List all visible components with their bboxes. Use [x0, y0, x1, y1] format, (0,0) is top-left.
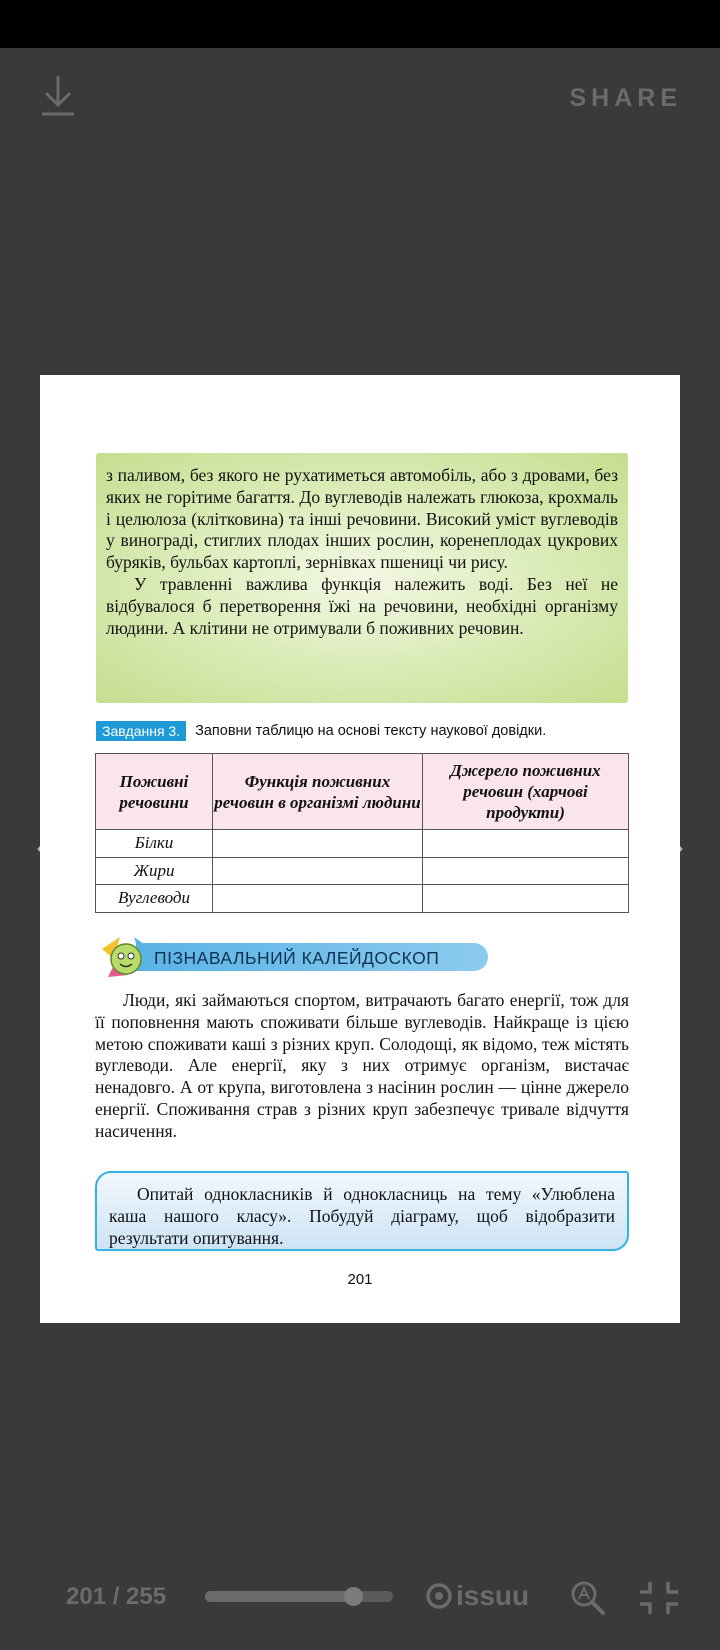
document-page: [40, 375, 680, 1323]
issuu-logo[interactable]: [426, 1580, 529, 1612]
top-bar: [0, 0, 720, 48]
table-header-nutrients: Поживні речовини: [96, 754, 213, 830]
nutrients-table: [95, 753, 629, 913]
task-badge: Завдання 3.: [96, 721, 186, 741]
fullscreen-exit-icon[interactable]: [638, 1580, 680, 1616]
kaleidoscope-text: Люди, які займаються спортом, витрачають багато енергії, тож для її поповнення мають споживати більше вуглеводів. Найкраще із цією метою споживати каші з різних круп. Солодощі, як відомо, теж містять вуглеводи. Але енергії, яку з них отримує організм, вистачає ненадовго. А от крупа, виготовлена з насінин рослин — цінне джерело енергії. Споживання страв з різних круп забезпечує тривале відчуття насичення.: [95, 990, 629, 1141]
table-cell: [213, 885, 423, 913]
task-line: [96, 721, 546, 741]
table-cell: [423, 885, 629, 913]
issuu-logo-icon: [426, 1583, 452, 1609]
table-header-function: Функція поживних речовин в організмі людини: [213, 754, 423, 830]
table-header-row: [96, 754, 629, 830]
table-cell: Вуглеводи: [96, 885, 213, 913]
issuu-logo-text: issuu: [456, 1580, 530, 1611]
page-slider[interactable]: [205, 1591, 393, 1602]
table-cell: Білки: [96, 830, 213, 858]
table-header-source: Джерело поживних речовин (харчові продукти): [423, 754, 629, 830]
table-row: [96, 857, 629, 885]
table-cell: Жири: [96, 857, 213, 885]
page-slider-fill: [205, 1591, 353, 1602]
page-counter: 201 / 255: [66, 1583, 167, 1610]
kaleidoscope-mascot-icon: [100, 935, 150, 979]
science-reference-box: [96, 453, 628, 703]
kaleidoscope-title: ПІЗНАВАЛЬНИЙ КАЛЕЙДОСКОП: [154, 948, 440, 968]
page-number: 201: [347, 1271, 373, 1288]
share-button[interactable]: SHARE: [569, 84, 682, 112]
survey-task-box: Опитай однокласників й однокласниць на тему «Улюблена каша нашого класу». Побудуй діаграму, щоб відобразити результати опитування.: [95, 1171, 629, 1251]
table-cell: [213, 857, 423, 885]
table-cell: [423, 857, 629, 885]
table-row: [96, 830, 629, 858]
kaleidoscope-banner: [96, 935, 496, 979]
reference-paragraph-1: з паливом, без якого не рухатиметься автомобіль, або з дровами, без яких не горітиме багаття. До вуглеводів належать глюкоза, крохмаль і целюлоза (клітковина) та інші речовини. Високий уміст вуглеводів у винограді, стиглих плодах інших рослин, коренеплодах цукрових буряків, бульбах картоплі, зернівках пшениці чи рису.: [106, 465, 618, 573]
reference-paragraph-2: У травленні важлива функція належить воді. Без неї не відбувалося б перетворення їжі на речовини, необхідні організму людини. А клітини не отримували б поживних речовин.: [106, 573, 618, 638]
table-cell: [423, 830, 629, 858]
table-cell: [213, 830, 423, 858]
page-slider-handle[interactable]: [344, 1587, 363, 1606]
download-icon[interactable]: [40, 74, 76, 118]
table-row: [96, 885, 629, 913]
zoom-icon[interactable]: [570, 1580, 606, 1616]
task-text: Заповни таблицю на основі тексту наукової довідки.: [195, 723, 547, 739]
